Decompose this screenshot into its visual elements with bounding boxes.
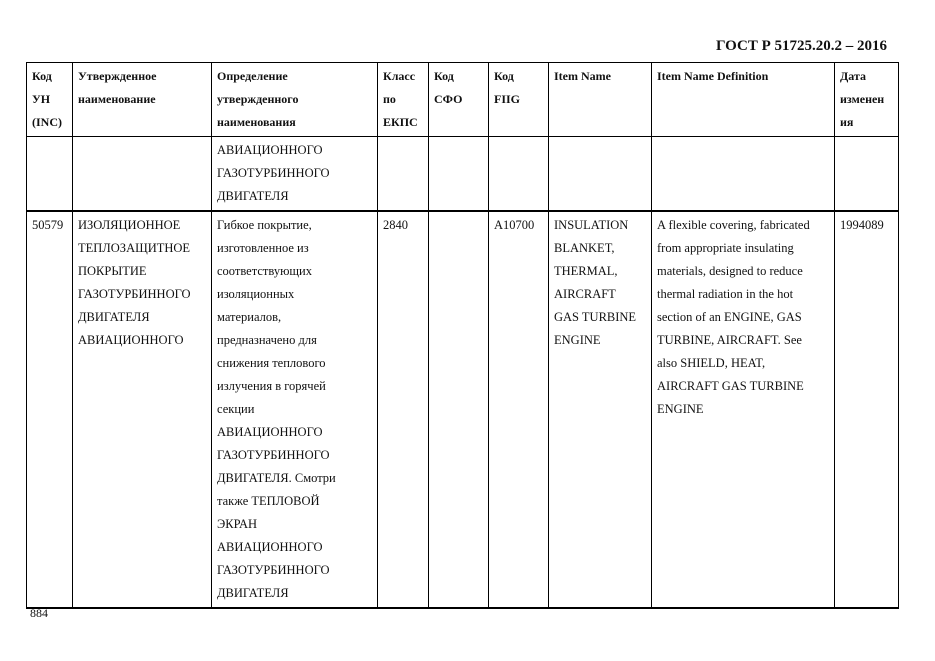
cell-item-name [549,137,652,212]
cell-approved-name [73,137,212,212]
cell-inc [27,137,73,212]
header-cell-sfo: Код СФО [429,63,489,137]
table-row [27,137,899,212]
cell-item-name-definition [652,137,835,212]
header-cell-approved-name: Утвержденное наименование [73,63,212,137]
page-number: 884 [30,606,48,620]
catalog-table [26,62,899,609]
cell-inc: 50579 [27,211,73,608]
cell-class: 2840 [378,211,429,608]
cell-approved-name: ИЗОЛЯЦИОННОЕ ТЕПЛОЗАЩИТНОЕ ПОКРЫТИЕ ГАЗОТУРБИННОГО ДВИГАТЕЛЯ АВИАЦИОННОГО [73,211,212,608]
cell-definition-ru: АВИАЦИОННОГО ГАЗОТУРБИННОГО ДВИГАТЕЛЯ [212,137,378,212]
cell-date [835,137,899,212]
cell-item-name: INSULATION BLANKET, THERMAL, AIRCRAFT GAS TURBINE ENGINE [549,211,652,608]
cell-class [378,137,429,212]
header-cell-fiig: Код FIIG [489,63,549,137]
header-cell-inc: Код УН (INC) [27,63,73,137]
cell-item-name-definition: A flexible covering, fabricated from appropriate insulating materials, designed to reduce thermal radiation in the hot section of an ENGINE, GAS TURBINE, AIRCRAFT. See also SHIELD, HEAT, AIRCRAFT GAS TURBINE ENGINE [652,211,835,608]
table-row [27,211,899,608]
cell-fiig: A10700 [489,211,549,608]
cell-definition-ru: Гибкое покрытие, изготовленное из соответствующих изоляционных материалов, предназначено для снижения теплового излучения в горячей секции АВИАЦИОННОГО ГАЗОТУРБИННОГО ДВИГАТЕЛЯ. Смотри также ТЕПЛОВОЙ ЭКРАН АВИАЦИОННОГО ГАЗОТУРБИННОГО ДВИГАТЕЛЯ [212,211,378,608]
header-cell-class: Класс по ЕКПС [378,63,429,137]
table-header-row [27,63,899,137]
cell-date: 1994089 [835,211,899,608]
cell-fiig [489,137,549,212]
cell-sfo [429,211,489,608]
cell-sfo [429,137,489,212]
header-cell-definition: Определение утвержденного наименования [212,63,378,137]
document-code: ГОСТ Р 51725.20.2 – 2016 [715,38,887,54]
header-cell-date: Дата изменен ия [835,63,899,137]
header-cell-item-name-definition: Item Name Definition [652,63,835,137]
header-cell-item-name: Item Name [549,63,652,137]
